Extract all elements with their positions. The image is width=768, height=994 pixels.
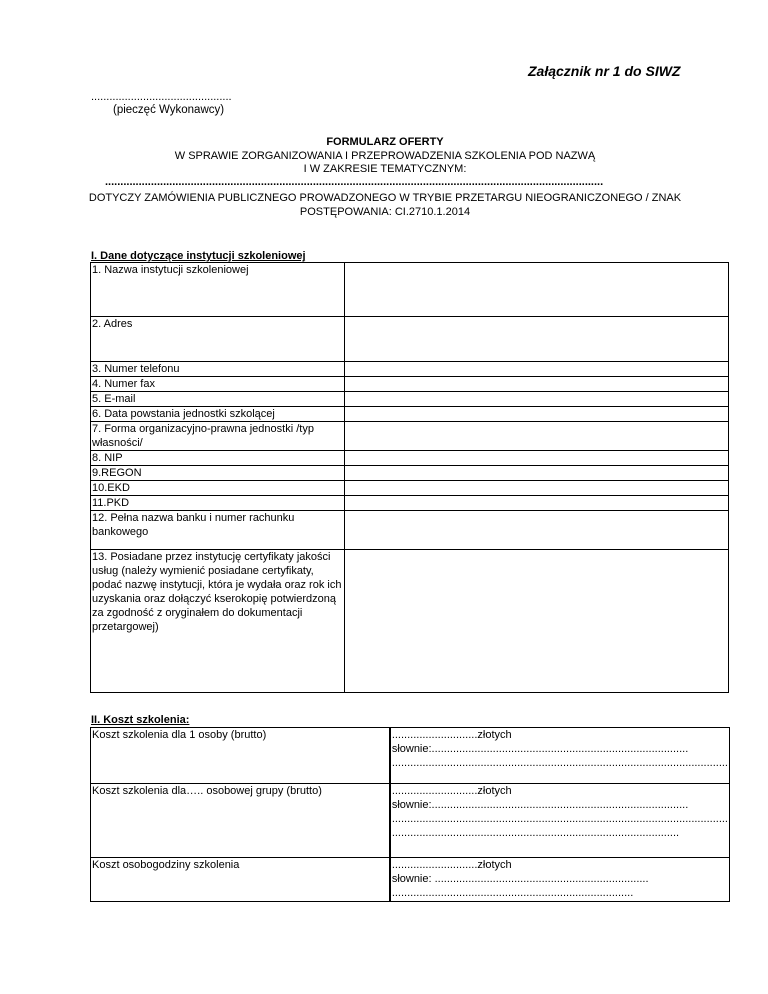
cost-label: Koszt osobogodziny szkolenia [91,858,390,902]
training-cost-table [90,727,730,902]
row-label: 13. Posiadane przez instytucję certyfikaty jakości usług (należy wymienić posiadane certyfikaty, podać nazwę instytucji, która je wydała oraz rok ich uzyskania oraz dołączyć kserokopię potwierdzoną za zgodność z oryginałem do dokumentacji przetargowej) [91,550,345,693]
address-field[interactable] [344,317,728,362]
institution-name-field[interactable] [344,263,728,317]
row-label: 9.REGON [91,466,345,481]
legal-form-field[interactable] [344,422,728,451]
words-line: słownie:.................................................................................... [391,799,689,811]
nip-field[interactable] [344,451,728,466]
phone-field[interactable] [344,362,728,377]
row-label: 6. Data powstania jednostki szkolącej [91,407,345,422]
row-label: 1. Nazwa instytucji szkoleniowej [91,263,345,317]
row-label: 7. Forma organizacyjno-prawna jednostki /typ własności/ [91,422,345,451]
cost-per-person-hour-field[interactable] [390,858,730,902]
founding-date-field[interactable] [344,407,728,422]
words-line: słownie: ...................................................................... [391,873,649,885]
ekd-field[interactable] [344,481,728,496]
row-label: 2. Adres [91,317,345,362]
cost-label: Koszt szkolenia dla….. osobowej grupy (brutto) [91,784,390,858]
row-label: 5. E-mail [91,392,345,407]
institution-data-table [90,262,729,693]
amount-line: ............................złotych [391,729,512,741]
row-label: 3. Numer telefonu [91,362,345,377]
training-name-dots: ................................................................................................................................................................... [105,176,604,188]
row-label: 11.PKD [91,496,345,511]
row-label: 12. Pełna nazwa banku i numer rachunku bankowego [91,511,345,550]
fax-field[interactable] [344,377,728,392]
cost-per-group-field[interactable] [390,784,730,858]
row-label: 4. Numer fax [91,377,345,392]
extra-line: .............................................................................................................. [391,757,728,769]
bank-account-field[interactable] [344,511,728,550]
reference-line-1: DOTYCZY ZAMÓWIENIA PUBLICZNEGO PROWADZONEGO W TRYBIE PRZETARGU NIEOGRANICZONEGO / ZNAK [88,192,682,204]
form-subtitle-2: I W ZAKRESIE TEMATYCZNYM: [303,163,467,175]
attachment-label: Załącznik nr 1 do SIWZ [528,63,681,79]
words-line: słownie:.................................................................................... [391,743,689,755]
certificates-field[interactable] [344,550,728,693]
extra-line: ............................................................................... [391,887,634,899]
extra-line: .............................................................................................. [391,827,680,839]
row-label: 10.EKD [91,481,345,496]
cost-per-person-field[interactable] [390,728,730,784]
pkd-field[interactable] [344,496,728,511]
email-field[interactable] [344,392,728,407]
section1-heading: I. Dane dotyczące instytucji szkoleniowej [91,250,306,262]
extra-line: .............................................................................................................. [391,813,728,825]
stamp-label: (pieczęć Wykonawcy) [113,104,225,116]
amount-line: ............................złotych [391,859,512,871]
form-subtitle-1: W SPRAWIE ZORGANIZOWANIA I PRZEPROWADZENIA SZKOLENIA POD NAZWĄ [174,150,596,162]
form-title: FORMULARZ OFERTY [326,136,444,148]
section2-heading: II. Koszt szkolenia: [91,714,190,726]
cost-label: Koszt szkolenia dla 1 osoby (brutto) [91,728,390,784]
row-label: 8. NIP [91,451,345,466]
reference-line-2: POSTĘPOWANIA: CI.2710.1.2014 [299,206,471,218]
stamp-dots: .............................................. [91,91,232,103]
regon-field[interactable] [344,466,728,481]
amount-line: ............................złotych [391,785,512,797]
